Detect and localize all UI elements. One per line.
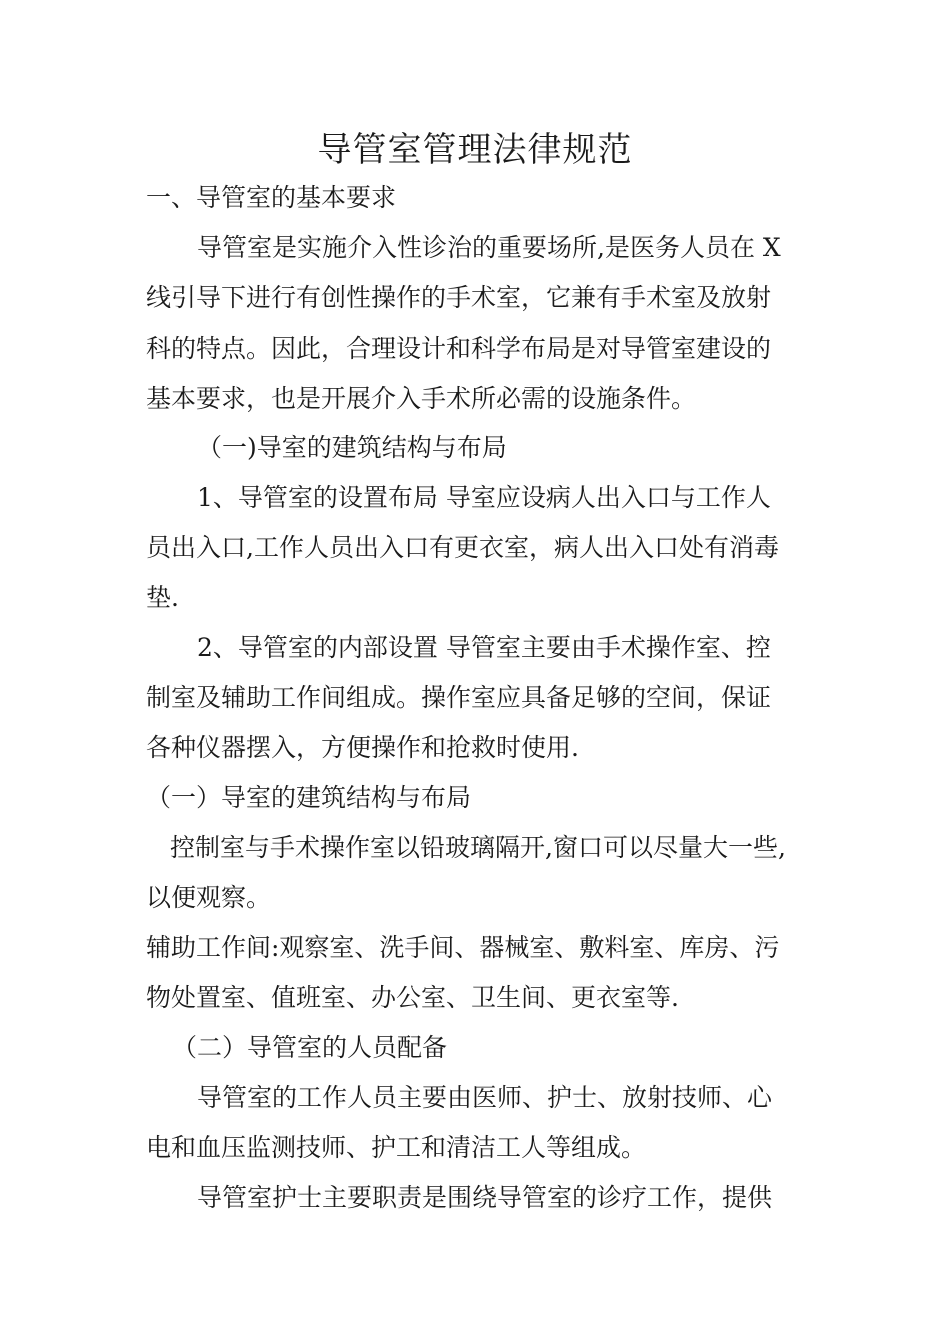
document-title: 导管室管理法律规范 [317, 130, 633, 170]
paragraph-line: 员出入口,工作人员出入口有更衣室，病人出入口处有消毒 [146, 533, 779, 562]
subsection-heading: （一)导室的建筑结构与布局 [197, 433, 507, 462]
paragraph-line: 基本要求，也是开展介入手术所必需的设施条件。 [146, 384, 697, 413]
paragraph-line: 导管室是实施介入性诊治的重要场所,是医务人员在 X [197, 233, 781, 262]
paragraph-line: 控制室与手术操作室以铅玻璃隔开,窗口可以尽量大一些, [170, 833, 786, 862]
paragraph-line: 辅助工作间:观察室、洗手间、器械室、敷料室、库房、污 [146, 933, 780, 962]
paragraph-line: 以便观察。 [146, 883, 272, 912]
section-heading: 一、导管室的基本要求 [146, 183, 397, 212]
paragraph-line: 1、导管室的设置布局 导室应设病人出入口与工作人 [197, 483, 771, 512]
paragraph-line: 线引导下进行有创性操作的手术室，它兼有手术室及放射 [146, 283, 772, 312]
subsection-heading: （二）导管室的人员配备 [172, 1033, 448, 1062]
paragraph-line: 各种仪器摆入，方便操作和抢救时使用. [146, 733, 579, 762]
paragraph-line: 电和血压监测技师、护工和清洁工人等组成。 [146, 1133, 647, 1162]
paragraph-line: 科的特点。因此，合理设计和科学布局是对导管室建设的 [146, 334, 772, 363]
paragraph-line: 制室及辅助工作间组成。操作室应具备足够的空间，保证 [146, 683, 772, 712]
paragraph-line: 2、导管室的内部设置 导管室主要由手术操作室、控 [197, 633, 771, 662]
paragraph-line: 导管室的工作人员主要由医师、护士、放射技师、心 [197, 1083, 773, 1112]
paragraph-line: 垫. [146, 583, 179, 612]
subsection-heading: （一）导室的建筑结构与布局 [146, 783, 472, 812]
paragraph-line: 物处置室、值班室、办公室、卫生间、更衣室等. [146, 983, 679, 1012]
paragraph-line: 导管室护士主要职责是围绕导管室的诊疗工作，提供 [197, 1183, 773, 1212]
